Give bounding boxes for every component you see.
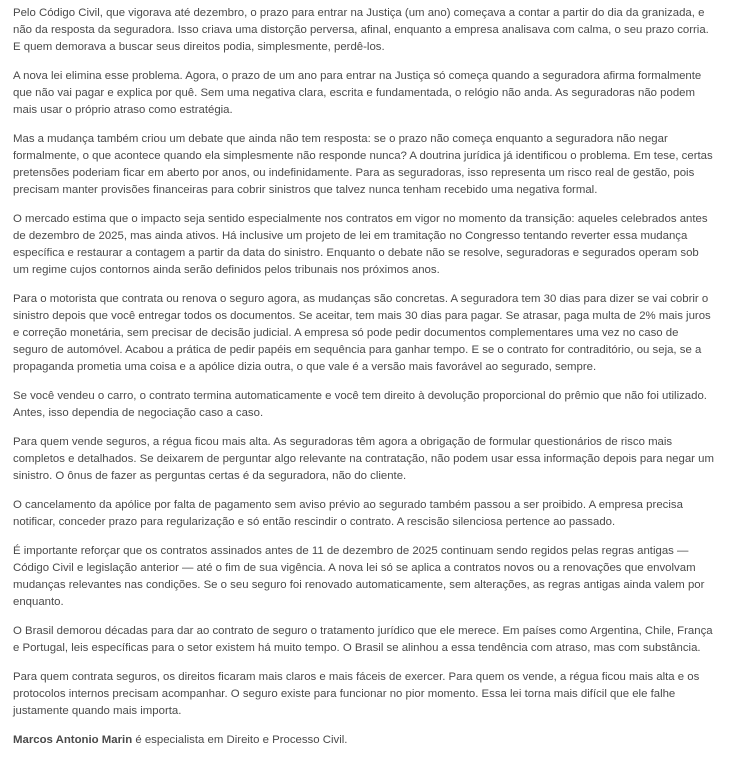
article-paragraph: Mas a mudança também criou um debate que ainda não tem resposta: se o prazo não começa enquanto a seguradora não negar formalmente, o que acontece quando ela simplesmente não responde nunca? A doutrina jurídica já identificou o problema. Em tese, certas pretensões poderiam ficar em aberto por anos, ou indefinidamente. Para as seguradoras, isso representa um risco real de gestão, pois precisam manter provisões financeiras para cobrir sinistros que talvez nunca tenham recebido uma negativa formal.	[13, 133, 713, 196]
author-name: Marcos Antonio Marin	[13, 734, 133, 746]
author-byline	[13, 732, 716, 749]
author-bio: é especialista em Direito e Processo Civil.	[132, 734, 348, 746]
article-paragraph: É importante reforçar que os contratos assinados antes de 11 de dezembro de 2025 continuam sendo regidos pelas regras antigas — Código Civil e legislação anterior — até o fim de sua vigência. A nova lei só se aplica a contratos novos ou a renovações que envolvam mudanças relevantes nas condições. Se o seu seguro foi renovado automaticamente, sem alterações, as regras antigas ainda valem por enquanto.	[13, 545, 705, 608]
article-paragraph: A nova lei elimina esse problema. Agora, o prazo de um ano para entrar na Justiça só começa quando a seguradora afirma formalmente que não vai pagar e explica por quê. Sem uma negativa clara, escrita e fundamentada, o relógio não anda. As seguradoras não podem mais usar o próprio atraso como estratégia.	[13, 70, 702, 116]
article-paragraph: Para quem vende seguros, a régua ficou mais alta. As seguradoras têm agora a obrigação de formular questionários de risco mais completos e detalhados. Se deixarem de perguntar algo relevante na contratação, não podem usar essa informação depois para negar um sinistro. O ônus de fazer as perguntas certas é da seguradora, não do cliente.	[13, 436, 714, 482]
article-paragraph: Para o motorista que contrata ou renova o seguro agora, as mudanças são concretas. A seguradora tem 30 dias para dizer se vai cobrir o sinistro depois que você entregar todos os documentos. Se aceitar, tem mais 30 dias para pagar. Se atrasar, paga multa de 2% mais juros e correção monetária, sem precisar de decisão judicial. A empresa só pode pedir documentos complementares uma vez no caso de seguro de automóvel. Acabou a prática de pedir papéis em sequência para ganhar tempo. E se o contrato for contraditório, ou seja, se a propaganda prometia uma coisa e a apólice dizia outra, o que vale é a versão mais favorável ao segurado, sempre.	[13, 293, 711, 373]
article-paragraph: O cancelamento da apólice por falta de pagamento sem aviso prévio ao segurado também passou a ser proibido. A empresa precisa notificar, conceder prazo para regularização e só então rescindir o contrato. A rescisão silenciosa pertence ao passado.	[13, 499, 683, 528]
article-paragraph: Para quem contrata seguros, os direitos ficaram mais claros e mais fáceis de exercer. Para quem os vende, a régua ficou mais alta e os protocolos internos precisam acompanhar. O seguro existe para funcionar no pior momento. Essa lei torna mais difícil que ele falhe justamente quando mais importa.	[13, 671, 700, 717]
article-paragraph: Se você vendeu o carro, o contrato termina automaticamente e você tem direito à devolução proporcional do prêmio que não foi utilizado. Antes, isso dependia de negociação caso a caso.	[13, 390, 707, 419]
article-paragraph: Pelo Código Civil, que vigorava até dezembro, o prazo para entrar na Justiça (um ano) começava a contar a partir do dia da granizada, e não da resposta da seguradora. Isso criava uma distorção perversa, afinal, enquanto a empresa analisava com calma, o seu prazo corria. E quem demorava a buscar seus direitos podia, simplesmente, perdê-los.	[13, 7, 709, 53]
article-paragraph: O Brasil demorou décadas para dar ao contrato de seguro o tratamento jurídico que ele merece. Em países como Argentina, Chile, França e Portugal, leis específicas para o setor existem há muito tempo. O Brasil se alinhou a essa tendência com atraso, mas com substância.	[13, 625, 713, 654]
article-paragraph: O mercado estima que o impacto seja sentido especialmente nos contratos em vigor no momento da transição: aqueles celebrados antes de dezembro de 2025, mas ainda ativos. Há inclusive um projeto de lei em tramitação no Congresso tentando reverter essa mudança específica e restaurar a contagem a partir da data do sinistro. Enquanto o debate não se resolve, seguradoras e segurados operam sob um regime cujos contornos ainda serão definidos pelos tribunais nos próximos anos.	[13, 213, 708, 276]
